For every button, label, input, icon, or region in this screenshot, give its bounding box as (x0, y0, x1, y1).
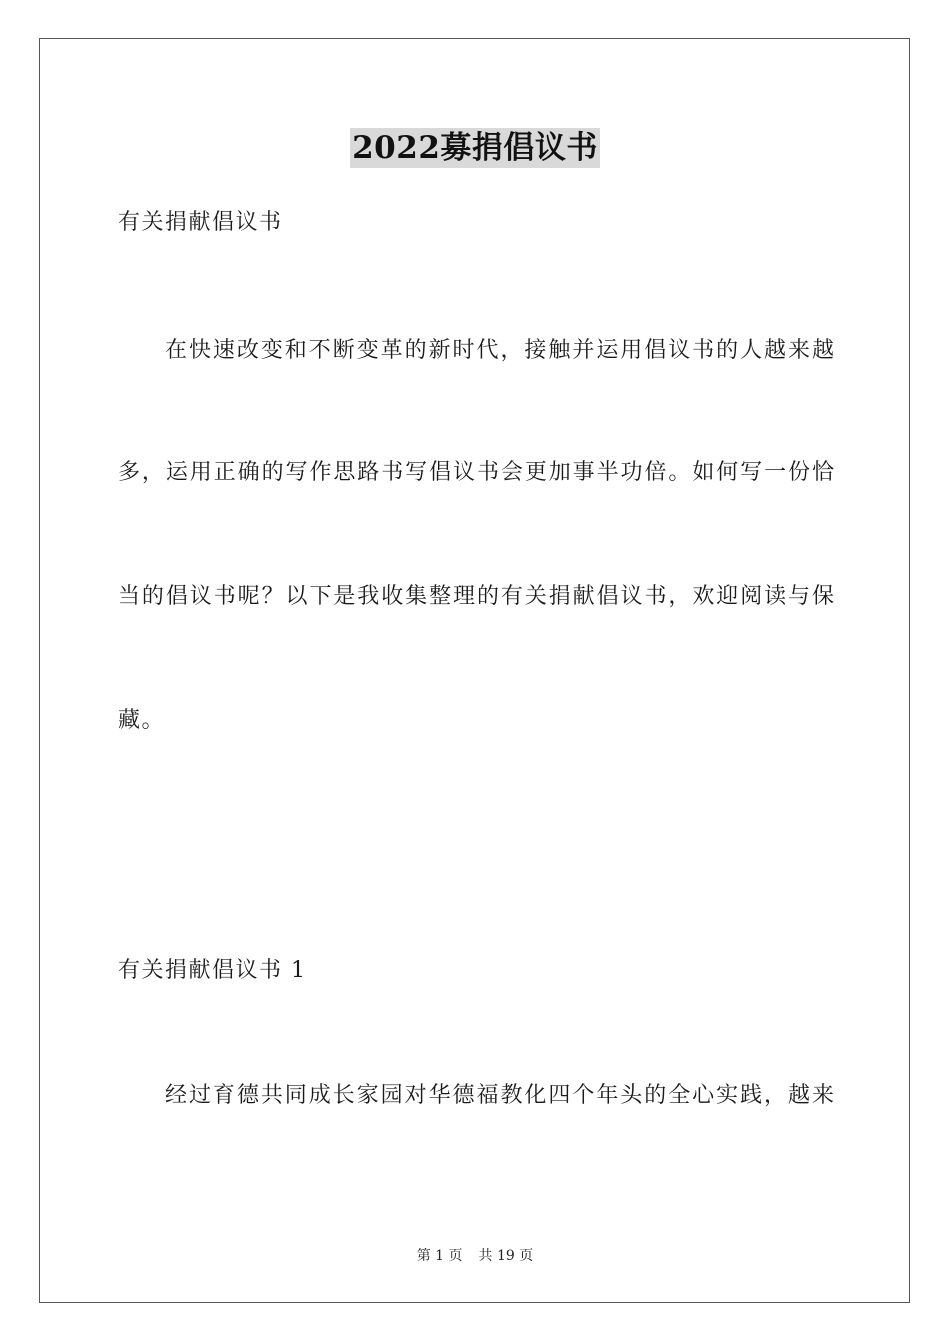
paragraph-line: 当的倡议书呢？以下是我收集整理的有关捐献倡议书，欢迎阅读与保 (118, 584, 834, 609)
paragraph-line: 在快速改变和不断变革的新时代，接触并运用倡议书的人越来越 (165, 338, 834, 363)
document-title: 2022募捐倡议书 (352, 130, 598, 166)
document-subtitle: 有关捐献倡议书 (118, 210, 283, 235)
paragraph-line: 经过育德共同成长家园对华德福教化四个年头的全心实践，越来 (165, 1083, 834, 1108)
page-footer (0, 1246, 950, 1266)
page-number-current: 第 1 页 (416, 1248, 463, 1264)
paragraph-line: 藏。 (118, 708, 166, 733)
title-container (0, 128, 950, 168)
paragraph-line: 多，运用正确的写作思路书写倡议书会更加事半功倍。如何写一份恰 (118, 460, 834, 485)
page-number-total: 共 19 页 (478, 1248, 534, 1264)
section-heading: 有关捐献倡议书 1 (118, 958, 307, 983)
